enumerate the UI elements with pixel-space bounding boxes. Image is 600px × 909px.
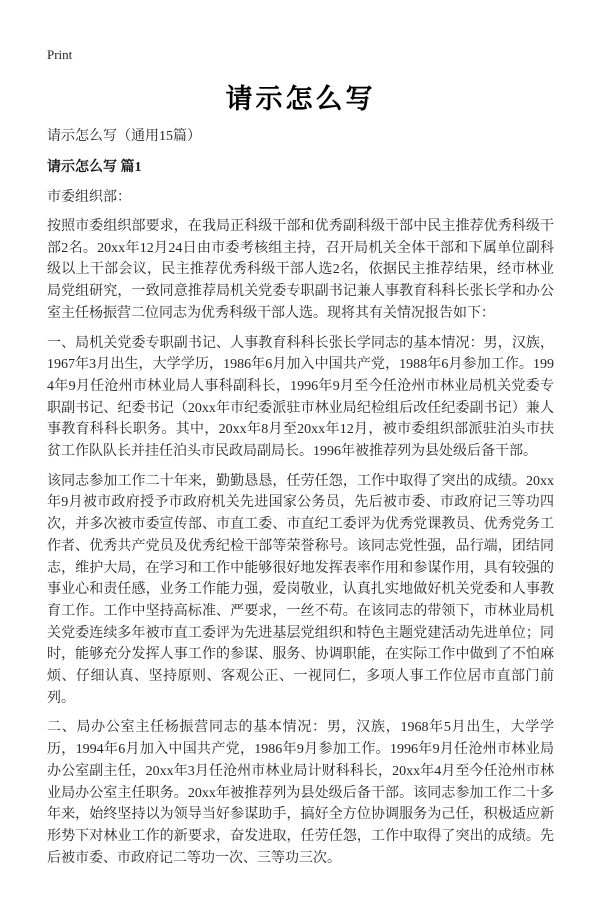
paragraph-candidate1-achievements: 该同志参加工作二十年来，勤勤恳恳，任劳任怨，工作中取得了突出的成绩。20xx年9月被市政府授予市政府机关先进国家公务员，先后被市委、市政府记三等功四次，并多次被市委宣传部、市直工委、市直纪工委评为优秀党课教员、优秀党务工作者、优秀共产党员及优秀纪检干部等荣誉称号。该同志党性强，品行端，团结同志，维护大局，在学习和工作中能够很好地发挥表率作用和参谋作用，具有较强的事业心和责任感，业务工作能力强，爱岗敬业，认真扎实地做好机关党委和人事教育工作。工作中坚持高标准、严要求，一丝不苟。在该同志的带领下，市林业局机关党委连续多年被市直工委评为先进基层党组织和特色主题党建活动先进单位；同时，能够充分发挥人事工作的参谋、服务、协调职能，在实际工作中做到了不怕麻烦、仔细认真、坚持原则、客观公正、一视同仁，多项人事工作位居市直部门前列。 — [47, 473, 554, 706]
paragraph-intro: 按照市委组织部要求，在我局正科级干部和优秀副科级干部中民主推荐优秀科级干部2名。20xx年12月24日由市委考核组主持，召开局机关全体干部和下属单位副科级以上干部会议，民主推荐优秀科级干部人选2名，依据民主推荐结果，经市林业局党组研究，一致同意推荐局机关党委专职副书记兼人事教育科科长张长学和办公室主任杨振营二位同志为优秀科级干部人选。现将其有关情况报告如下： — [47, 219, 554, 321]
salutation-line: 市委组织部： — [47, 190, 131, 205]
section-heading-part1: 请示怎么写 篇1 — [47, 160, 142, 175]
paragraph-candidate1-basic-info: 一、局机关党委专职副书记、人事教育科科长张长学同志的基本情况：男，汉族，1967年3月出生，大学学历，1986年6月加入中国共产党，1988年6月参加工作。1994年9月任沧州市林业局人事科副科长，1996年9月至今任沧州市林业局机关党委专职副书记、纪委书记（20xx年市纪委派驻市林业局纪检组后改任纪委副书记）兼人事教育科科长职务。其中，20xx年8月至20xx年12月，被市委组织部派驻泊头市扶贫工作队队长并挂任泊头市民政局副局长。1996年被推荐列为县处级后备干部。 — [47, 335, 554, 460]
print-link[interactable]: Print — [47, 47, 73, 62]
document-title: 请示怎么写 — [225, 84, 376, 114]
document-subtitle: 请示怎么写（通用15篇） — [47, 129, 201, 144]
paragraph-candidate2-basic-info: 二、局办公室主任杨振营同志的基本情况：男，汉族，1968年5月出生，大学学历，1994年6月加入中国共产党，1986年9月参加工作。1996年9月任沧州市林业局办公室副主任，20xx年3月任沧州市林业局计财科科长，20xx年4月至今任沧州市林业局办公室主任职务。20xx年被推荐列为县处级后备干部。该同志参加工作二十多年来，始终坚持以为领导当好参谋助手，搞好全方位协调服务为己任，积极适应新形势下对林业工作的新要求，奋发进取，任劳任怨，工作中取得了突出的成绩。先后被市委、市政府记二等功一次、三等功三次。 — [47, 720, 554, 866]
